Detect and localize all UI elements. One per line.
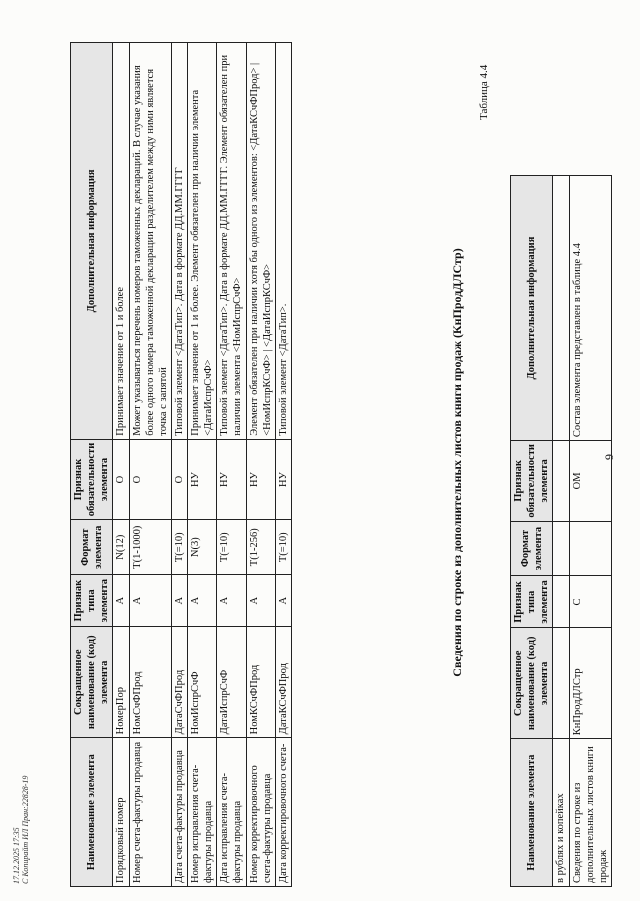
header-code: Сокращенное наименование (код) элемента — [71, 627, 113, 738]
header-info: Дополнительная информация — [71, 43, 113, 440]
table-continuation — [510, 175, 612, 887]
table-row — [217, 43, 246, 887]
header-type: Признак типа элемента — [511, 576, 553, 628]
cell-info: Типовой элемент <ДатаТип>. Дата в формате ДД.ММ.ГГГГ. Элемент обязателен при наличии элемента <НомИспрСчФ> — [217, 43, 246, 440]
cell-name: в рублях и копейках — [553, 739, 569, 887]
cell-code: НомСчФПрод — [129, 627, 171, 738]
cell-required: НУ — [217, 439, 246, 520]
cell-format: N(3) — [188, 520, 217, 575]
cell-type: А — [188, 575, 217, 627]
cell-type: С — [569, 576, 611, 628]
rotated-content — [10, 10, 630, 890]
cell-required: НУ — [275, 439, 291, 520]
cell-type: А — [275, 575, 291, 627]
cell-type — [553, 576, 569, 628]
cell-format — [553, 521, 569, 576]
cell-type: А — [246, 575, 275, 627]
cell-format: T(1-1000) — [129, 520, 171, 575]
cell-name: Номер корректировочного счета-фактуры продавца — [246, 738, 275, 887]
cell-name: Номер счета-фактуры продавца — [129, 738, 171, 887]
cell-required: О — [129, 439, 171, 520]
cell-required: О — [171, 439, 187, 520]
cell-format: T(=10) — [171, 520, 187, 575]
cell-info: Типовой элемент <ДатаТип>. Дата в формате ДД.ММ.ГГГГ — [171, 43, 187, 440]
header-name: Наименование элемента — [511, 739, 553, 887]
cell-format: T(1-256) — [246, 520, 275, 575]
cell-code: НомКСчФПрод — [246, 627, 275, 738]
cell-type: А — [171, 575, 187, 627]
cell-format — [569, 521, 611, 576]
table-label: Таблица 4.4 — [478, 64, 490, 120]
cell-required: НУ — [246, 439, 275, 520]
cell-name: Сведения по строке из дополнительных листов книги продаж — [569, 739, 611, 887]
table-4-4 — [70, 42, 292, 887]
cell-info: Элемент обязателен при наличии хотя бы одного из элементов: <ДатаКСчФПрод> | <НомИспрКСчФ> | <ДатаИспрКСчФ> — [246, 43, 275, 440]
table-row — [171, 43, 187, 887]
footer-date: 17.12.2025 17:35 — [12, 827, 21, 884]
cell-info: Принимает значение от 1 и более. Элемент обязателен при наличии элемента <ДатаИспрСчФ> — [188, 43, 217, 440]
header-info: Дополнительная информация — [511, 176, 553, 441]
header-type: Признак типа элемента — [71, 575, 113, 627]
table-header-row — [511, 176, 553, 887]
cell-format: T(=10) — [217, 520, 246, 575]
cell-info: Состав элемента представлен в таблице 4.4 — [569, 176, 611, 441]
cell-info: Типовой элемент <ДатаТип>. — [275, 43, 291, 440]
table-row — [553, 176, 569, 887]
cell-code: ДатаСчФПрод — [171, 627, 187, 738]
cell-code: НомИспрСчФ — [188, 627, 217, 738]
table-row — [569, 176, 611, 887]
cell-name: Номер исправления счета-фактуры продавца — [188, 738, 217, 887]
cell-code — [553, 628, 569, 739]
table-title: Сведения по строке из дополнительных листов книги продаж (КнПродДЛСтр) — [450, 248, 464, 677]
cell-name: Дата корректировочного счета- — [275, 738, 291, 887]
table-row — [275, 43, 291, 887]
cell-required: О — [113, 439, 129, 520]
page-number: 9 — [602, 454, 616, 460]
cell-code: КнПродДЛСтр — [569, 628, 611, 739]
cell-type: А — [113, 575, 129, 627]
cell-type: А — [129, 575, 171, 627]
footer-copyright: С Копирайт ИЛ Пран:22828-19 — [21, 775, 30, 884]
cell-name: Дата счета-фактуры продавца — [171, 738, 187, 887]
header-format: Формат элемента — [511, 521, 553, 576]
cell-required: ОМ — [569, 441, 611, 522]
cell-info: Принимает значение от 1 и более — [113, 43, 129, 440]
cell-code: НомерПор — [113, 627, 129, 738]
cell-code: ДатаКСчФПрод — [275, 627, 291, 738]
table-row — [113, 43, 129, 887]
cell-name: Порядковый номер — [113, 738, 129, 887]
cell-name: Дата исправления счета-фактуры продавца — [217, 738, 246, 887]
table-row — [246, 43, 275, 887]
table-row — [129, 43, 171, 887]
cell-info — [553, 176, 569, 441]
header-code: Сокращенное наименование (код) элемента — [511, 628, 553, 739]
cell-required: НУ — [188, 439, 217, 520]
cell-format: N(12) — [113, 520, 129, 575]
table-4-4-wrapper — [70, 42, 440, 887]
table-header-row — [71, 43, 113, 887]
footer-stamp — [12, 776, 30, 884]
cell-format: T(=10) — [275, 520, 291, 575]
cell-required — [553, 441, 569, 522]
cell-type: А — [217, 575, 246, 627]
cell-info: Может указываться перечень номеров таможенных деклараций. В случае указания более одного номера таможенной декларации разделителем между ними является точка с запятой — [129, 43, 171, 440]
header-format: Формат элемента — [71, 520, 113, 575]
cell-code: ДатаИспрСчФ — [217, 627, 246, 738]
header-required: Признак обязательности элемента — [511, 441, 553, 522]
header-name: Наименование элемента — [71, 738, 113, 887]
table-row — [188, 43, 217, 887]
header-required: Признак обязательности элемента — [71, 439, 113, 520]
